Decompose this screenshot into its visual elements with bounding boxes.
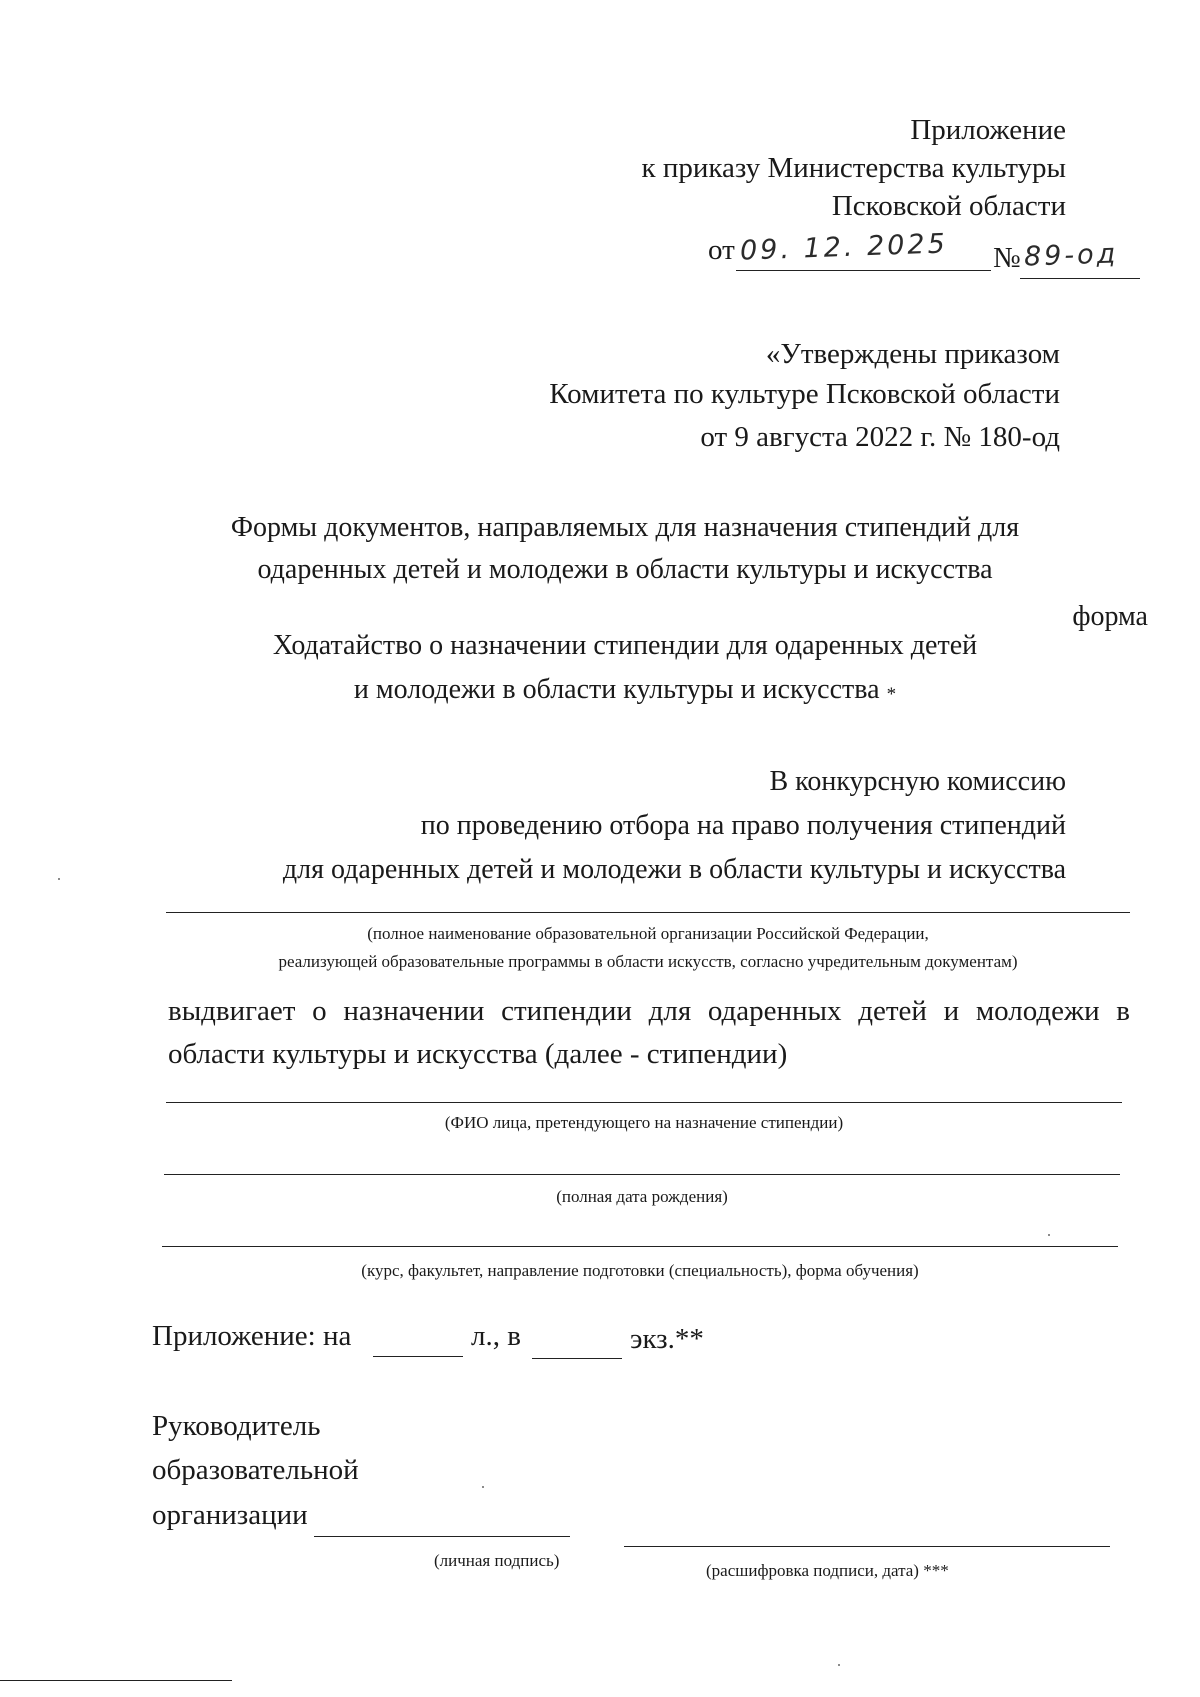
addressee-line-2: по проведению отбора на право получения стипендий [420, 810, 1066, 841]
addressee-line-3: для одаренных детей и молодежи в области культуры и искусства [282, 854, 1066, 885]
petition-line-2: и молодежи в области культуры и искусства * [353, 674, 897, 705]
birth-date-rule [164, 1174, 1120, 1175]
signature-title-line-1: Руководитель [152, 1410, 321, 1442]
signature-decode-mark: *** [923, 1561, 949, 1580]
org-caption-line-2: реализующей образовательные программы в области искусств, согласно учредительным документам) [278, 952, 1018, 971]
attachment-copies-rule [532, 1358, 622, 1359]
header-line-3: Псковской области [831, 190, 1066, 222]
signature-decode-caption: (расшифровка подписи, дата) *** [706, 1561, 949, 1580]
title-line-2: одаренных детей и молодежи в области культуры и искусства [257, 554, 993, 585]
form-label: форма [1072, 601, 1148, 632]
title-line-1: Формы документов, направляемых для назначения стипендий для [230, 512, 1020, 543]
fio-caption: (ФИО лица, претендующего на назначение стипендии) [444, 1113, 844, 1132]
course-caption: (курс, факультет, направление подготовки (специальность), форма обучения) [361, 1261, 919, 1280]
signature-title-line-3: организации [152, 1499, 308, 1531]
header-date-prefix: от [708, 234, 735, 266]
signature-rule [314, 1536, 570, 1537]
header-line-2: к приказу Министерства культуры [641, 152, 1066, 184]
header-line-1: Приложение [910, 114, 1066, 146]
attachment-copies-label: экз.** [630, 1323, 704, 1355]
course-rule [162, 1246, 1118, 1247]
number-rule [1020, 278, 1140, 279]
fio-rule [166, 1102, 1122, 1103]
scan-speck [482, 1486, 484, 1488]
date-rule [736, 270, 991, 271]
approval-line-1: «Утверждены приказом [765, 338, 1060, 370]
signature-caption: (личная подпись) [434, 1551, 560, 1570]
footnote-rule [0, 1680, 232, 1681]
nomination-line-2: области культуры и искусства (далее - стипендии) [168, 1038, 788, 1070]
petition-line-1: Ходатайство о назначении стипендии для одаренных детей [272, 630, 978, 661]
header-date-handwritten: 09. 12. 2025 [739, 228, 949, 267]
addressee-line-1: В конкурсную комиссию [769, 766, 1066, 797]
org-caption-line-1: (полное наименование образовательной организации Российской Федерации, [367, 924, 929, 943]
attachment-prefix: Приложение: на [152, 1320, 352, 1352]
header-number-handwritten: 89-од [1023, 238, 1119, 273]
approval-line-2: Комитета по культуре Псковской области [549, 378, 1060, 410]
signature-decode-rule [624, 1546, 1110, 1547]
scan-speck [838, 1664, 840, 1666]
petition-mark: * [886, 684, 897, 705]
header-number-prefix: № [993, 242, 1021, 274]
nomination-line-1: выдвигает о назначении стипендии для одаренных детей и молодежи в [168, 995, 1130, 1027]
attachment-sheets-rule [373, 1356, 463, 1357]
attachment-sheets-label: л., в [471, 1320, 521, 1352]
birth-date-caption: (полная дата рождения) [556, 1187, 728, 1206]
org-name-rule [166, 912, 1130, 913]
scan-speck [58, 878, 60, 880]
approval-line-3: от 9 августа 2022 г. № 180-од [700, 421, 1060, 453]
signature-title-line-2: образовательной [152, 1454, 359, 1486]
scan-speck [1048, 1234, 1050, 1236]
